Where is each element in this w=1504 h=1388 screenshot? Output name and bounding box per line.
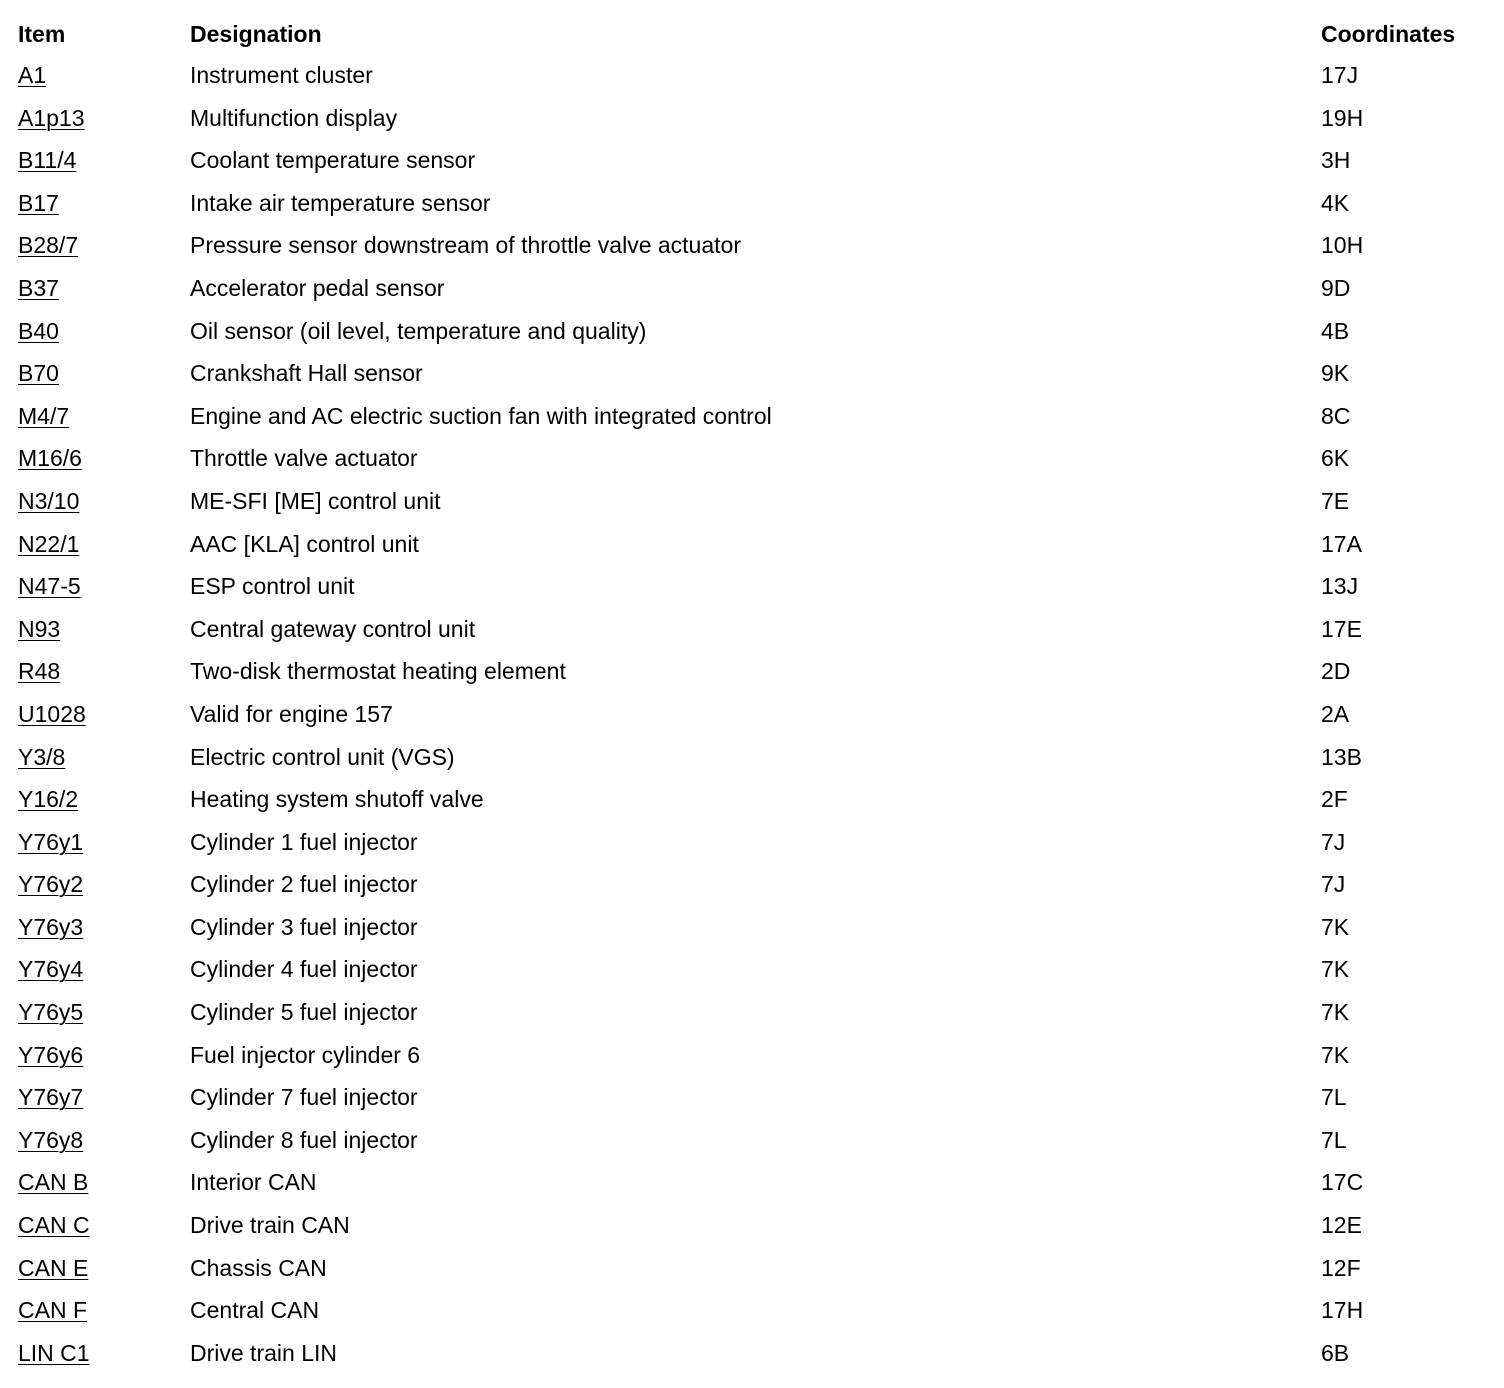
column-header-coordinates: Coordinates bbox=[1321, 21, 1456, 47]
designation-text: Intake air temperature sensor bbox=[190, 189, 491, 216]
column-header-designation: Designation bbox=[190, 21, 322, 47]
coordinates-text: 2D bbox=[1321, 658, 1351, 685]
table-row bbox=[18, 1289, 1488, 1332]
item-link[interactable]: B37 bbox=[18, 274, 59, 301]
item-link[interactable]: Y76y8 bbox=[18, 1126, 84, 1153]
designation-text: Oil sensor (oil level, temperature and quality) bbox=[190, 317, 647, 344]
table-row bbox=[18, 906, 1488, 949]
designation-text: Central gateway control unit bbox=[190, 615, 476, 642]
item-link[interactable]: N3/10 bbox=[18, 487, 80, 514]
designation-text: Heating system shutoff valve bbox=[190, 786, 484, 813]
designation-text: Two-disk thermostat heating element bbox=[190, 658, 566, 685]
designation-text: Drive train LIN bbox=[190, 1339, 337, 1366]
designation-text: Crankshaft Hall sensor bbox=[190, 360, 423, 387]
designation-text: Cylinder 8 fuel injector bbox=[190, 1126, 418, 1153]
table-row bbox=[18, 1034, 1488, 1077]
table-body bbox=[18, 54, 1488, 1374]
table-row bbox=[18, 437, 1488, 480]
column-header-item: Item bbox=[18, 21, 66, 47]
coordinates-text: 17E bbox=[1321, 615, 1362, 642]
item-link[interactable]: B70 bbox=[18, 360, 59, 387]
coordinates-text: 10H bbox=[1321, 232, 1364, 259]
designation-text: Electric control unit (VGS) bbox=[190, 743, 455, 770]
table-row bbox=[18, 608, 1488, 651]
coordinates-text: 2A bbox=[1321, 700, 1350, 727]
table-row bbox=[18, 182, 1488, 225]
component-legend-table bbox=[18, 14, 1488, 1374]
coordinates-text: 7L bbox=[1321, 1126, 1347, 1153]
coordinates-text: 8C bbox=[1321, 402, 1351, 429]
designation-text: Drive train CAN bbox=[190, 1212, 350, 1239]
coordinates-text: 7J bbox=[1321, 871, 1346, 898]
coordinates-text: 6B bbox=[1321, 1339, 1350, 1366]
item-link[interactable]: B28/7 bbox=[18, 232, 79, 259]
item-link[interactable]: R48 bbox=[18, 658, 61, 685]
table-row bbox=[18, 1076, 1488, 1119]
coordinates-text: 6K bbox=[1321, 445, 1350, 472]
item-link[interactable]: Y76y4 bbox=[18, 956, 84, 983]
table-row bbox=[18, 395, 1488, 438]
coordinates-text: 17H bbox=[1321, 1297, 1364, 1324]
table-row bbox=[18, 523, 1488, 566]
table-row bbox=[18, 948, 1488, 991]
designation-text: ESP control unit bbox=[190, 573, 355, 600]
designation-text: Cylinder 5 fuel injector bbox=[190, 999, 418, 1026]
designation-text: Coolant temperature sensor bbox=[190, 147, 476, 174]
coordinates-text: 7K bbox=[1321, 956, 1350, 983]
item-link[interactable]: LIN C1 bbox=[18, 1339, 90, 1366]
designation-text: Interior CAN bbox=[190, 1169, 317, 1196]
table-row bbox=[18, 1247, 1488, 1290]
table-row bbox=[18, 778, 1488, 821]
item-link[interactable]: Y16/2 bbox=[18, 786, 79, 813]
designation-text: Engine and AC electric suction fan with integrated control bbox=[190, 402, 772, 429]
designation-text: Cylinder 1 fuel injector bbox=[190, 828, 418, 855]
designation-text: Cylinder 2 fuel injector bbox=[190, 871, 418, 898]
table-row bbox=[18, 1204, 1488, 1247]
designation-text: Cylinder 3 fuel injector bbox=[190, 913, 418, 940]
coordinates-text: 12F bbox=[1321, 1254, 1361, 1281]
coordinates-text: 12E bbox=[1321, 1212, 1362, 1239]
coordinates-text: 4K bbox=[1321, 189, 1350, 216]
table-row bbox=[18, 1332, 1488, 1375]
item-link[interactable]: U1028 bbox=[18, 700, 86, 727]
designation-text: Fuel injector cylinder 6 bbox=[190, 1041, 421, 1068]
item-link[interactable]: N47-5 bbox=[18, 573, 81, 600]
item-link[interactable]: CAN B bbox=[18, 1169, 89, 1196]
coordinates-text: 17J bbox=[1321, 62, 1359, 88]
item-link[interactable]: N93 bbox=[18, 615, 61, 642]
item-link[interactable]: Y76y5 bbox=[18, 999, 84, 1026]
item-link[interactable]: Y76y6 bbox=[18, 1041, 84, 1068]
coordinates-text: 7J bbox=[1321, 828, 1346, 855]
item-link[interactable]: B11/4 bbox=[18, 147, 77, 174]
designation-text: ME-SFI [ME] control unit bbox=[190, 487, 441, 514]
coordinates-text: 19H bbox=[1321, 104, 1364, 131]
table-row bbox=[18, 224, 1488, 267]
designation-text: Cylinder 7 fuel injector bbox=[190, 1084, 418, 1111]
coordinates-text: 7K bbox=[1321, 999, 1350, 1026]
item-link[interactable]: Y3/8 bbox=[18, 743, 66, 770]
designation-text: Chassis CAN bbox=[190, 1254, 327, 1281]
coordinates-text: 7K bbox=[1321, 1041, 1350, 1068]
item-link[interactable]: Y76y2 bbox=[18, 871, 84, 898]
item-link[interactable]: Y76y3 bbox=[18, 913, 84, 940]
coordinates-text: 7L bbox=[1321, 1084, 1347, 1111]
designation-text: AAC [KLA] control unit bbox=[190, 530, 419, 557]
item-link[interactable]: N22/1 bbox=[18, 530, 80, 557]
item-link[interactable]: B40 bbox=[18, 317, 59, 344]
coordinates-text: 9D bbox=[1321, 274, 1351, 301]
designation-text: Valid for engine 157 bbox=[190, 700, 393, 727]
coordinates-text: 7E bbox=[1321, 487, 1350, 514]
table-row bbox=[18, 1161, 1488, 1204]
designation-text: Central CAN bbox=[190, 1297, 320, 1324]
table-row bbox=[18, 650, 1488, 693]
designation-text: Instrument cluster bbox=[190, 62, 373, 88]
table-row bbox=[18, 310, 1488, 353]
coordinates-text: 13J bbox=[1321, 573, 1359, 600]
table-row bbox=[18, 480, 1488, 523]
table-row bbox=[18, 352, 1488, 395]
item-link[interactable]: A1p13 bbox=[18, 104, 85, 131]
table-row bbox=[18, 267, 1488, 310]
coordinates-text: 2F bbox=[1321, 786, 1348, 813]
table-row bbox=[18, 736, 1488, 779]
coordinates-text: 3H bbox=[1321, 147, 1351, 174]
table-row bbox=[18, 97, 1488, 140]
item-link[interactable]: Y76y7 bbox=[18, 1084, 84, 1111]
item-link[interactable]: Y76y1 bbox=[18, 828, 84, 855]
table-row bbox=[18, 693, 1488, 736]
designation-text: Throttle valve actuator bbox=[190, 445, 418, 472]
item-link[interactable]: CAN C bbox=[18, 1212, 90, 1239]
coordinates-text: 17C bbox=[1321, 1169, 1364, 1196]
table-row bbox=[18, 565, 1488, 608]
designation-text: Cylinder 4 fuel injector bbox=[190, 956, 418, 983]
table-row bbox=[18, 1119, 1488, 1162]
item-link[interactable]: A1 bbox=[18, 62, 47, 88]
item-link[interactable]: CAN F bbox=[18, 1297, 87, 1324]
coordinates-text: 9K bbox=[1321, 360, 1350, 387]
coordinates-text: 17A bbox=[1321, 530, 1362, 557]
designation-text: Pressure sensor downstream of throttle valve actuator bbox=[190, 232, 741, 259]
table-row bbox=[18, 54, 1488, 97]
item-link[interactable]: M16/6 bbox=[18, 445, 82, 472]
table-row bbox=[18, 821, 1488, 864]
coordinates-text: 13B bbox=[1321, 743, 1362, 770]
item-link[interactable]: B17 bbox=[18, 189, 59, 216]
designation-text: Multifunction display bbox=[190, 104, 398, 131]
designation-text: Accelerator pedal sensor bbox=[190, 274, 445, 301]
coordinates-text: 4B bbox=[1321, 317, 1350, 344]
item-link[interactable]: M4/7 bbox=[18, 402, 70, 429]
table-header bbox=[18, 14, 1488, 54]
coordinates-text: 7K bbox=[1321, 913, 1350, 940]
table-row bbox=[18, 991, 1488, 1034]
table-row bbox=[18, 863, 1488, 906]
table-row bbox=[18, 139, 1488, 182]
item-link[interactable]: CAN E bbox=[18, 1254, 89, 1281]
